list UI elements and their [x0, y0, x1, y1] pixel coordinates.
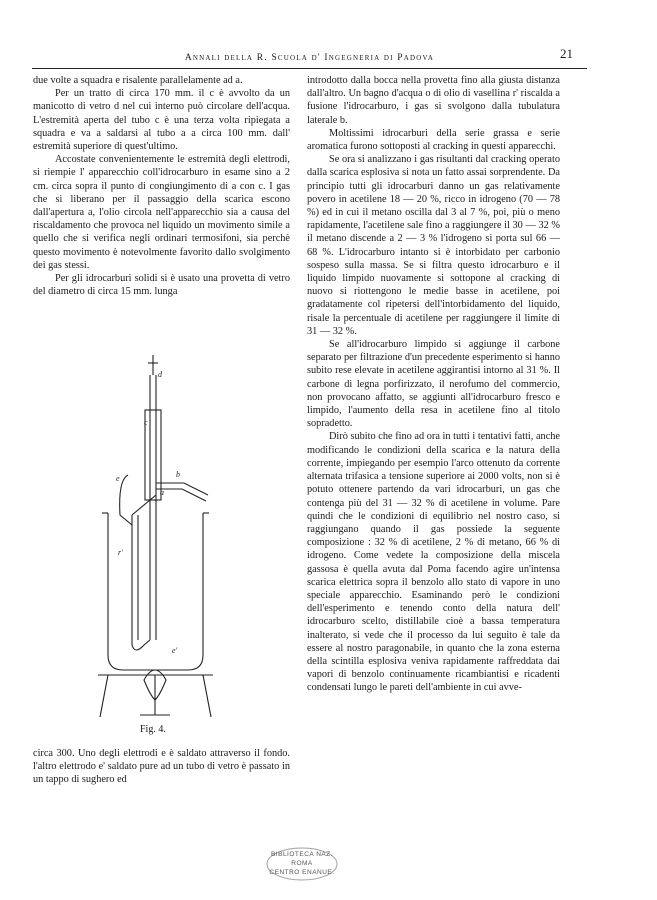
figure-label: c — [144, 418, 148, 427]
figure-label: d — [158, 370, 162, 379]
paragraph: Per un tratto di circa 170 mm. il c è avvolto da un manicotto di vetro d nel cui interno può circolare dell'acqua. L'estremità aperta del tubo c è una terza volta ripiegata a squadra e va a saldarsi al tubo a a circa 100 mm. dall' estremità superiore di quest'ultimo. — [33, 88, 290, 153]
left-column-bottom — [33, 747, 290, 787]
paragraph: due volte a squadra e risalente parallelamente ad a. — [33, 75, 243, 86]
figure-label: e' — [172, 646, 178, 655]
paragraph: Moltissimi idrocarburi della serie grassa e serie aromatica furono sottoposti al cracking in questi apparecchi. — [307, 127, 560, 153]
paragraph: Se all'idrocarburo limpido si aggiunge il carbone separato per filtrazione d'un precedente esperimento si hanno subito rese elevate in acetilene aggirantisi intorno al 31 %. Il carbone di legna porfirizzato, il nerofumo del commercio, non provocano affatto, se aggiunti all'idrocarburo fresco e limpido, l'aumento della resa in acetilene fino al titolo sopradetto. — [307, 339, 560, 430]
apparatus-figure — [88, 355, 238, 725]
paragraph: Accostate convenientemente le estremità degli elettrodi, si riempie l' apparecchio coll'idrocarburo in esame sino a 2 cm. circa sopra il punto di congiungimento di a con c. I gas che si liberano per il passaggio della scarica escono dall'apertura a, l'olio circola nell'apparecchio sia a causa del riscaldamento che provoca nel liquido un movimento simile a quello che si verifica negli ordinari termosifoni, sia perchè questo movimento è notevolmente favorito dallo svolgimento dei gas stessi. — [33, 154, 290, 271]
figure-caption: Fig. 4. — [140, 724, 166, 735]
paragraph: introdotto dalla bocca nella provetta fino alla giusta distanza dall'altro. Un bagno d'acqua o di olio di vasellina r' riscalda a fusione l'idrocarburo, i gas si svolgono dalla tubulatura laterale b. — [307, 75, 560, 126]
figure-label: e — [116, 474, 120, 483]
figure-label: a — [160, 488, 164, 497]
figure-label: b — [176, 470, 180, 479]
stamp-line: ROMA — [291, 860, 313, 867]
page-number: 21 — [560, 46, 573, 61]
paragraph: Per gli idrocarburi solidi si è usato una provetta di vetro del diametro di circa 15 mm. lunga — [33, 273, 290, 298]
left-column-top — [33, 74, 290, 298]
stamp-line: CENTRO ENANUE. — [269, 869, 335, 876]
paragraph: circa 300. Uno degli elettrodi e è saldato attraverso il fondo. l'altro elettrodo e' saldato pure ad un tubo di vetro è passato in un tappo di sughero ed — [33, 748, 290, 786]
running-header — [32, 50, 587, 69]
journal-title: Annali della R. Scuola d' Ingegneria di Padova — [184, 53, 435, 63]
figure-label: r' — [118, 548, 123, 557]
paragraph: Dirò subito che fino ad ora in tutti i tentativi fatti, anche modificando le condizioni della scarica e la natura della corrente, impiegando per esempio l'arco ottenuto da corrente alternata trifasica a tensione superiore ai 2000 volts, non si è potuto ottenere partendo da vari idrocarburi, un gas che contenga più del 31 — 32 % di acetilene in volume. Pare quindi che le condizioni di equilibrio nel nostro caso, si raggiungano quando il gas possiede la seguente composizione : 32 % di acetilene, 2 % di metano, 66 % di idrogeno. Come vedete la composizione della miscela gassosa è quella avuta dal Poma facendo agire un'intensa scarica elettrica sopra il benzolo allo stato di vapore in uno speciale apparecchio. Esaminando però le condizioni dell'esperimento e tenendo conto della natura dell' idrocarburo scelto, distillabile cioè a bassa temperatura inalterato, si vede che il processo da lui seguito è tale da essere al nostro paragonabile, in quanto che la zona esterna della scintilla esplosiva veniva rapidamente raffreddata dai vapori di benzolo continuamente ricambiantisi e ricadenti condensati lungo le pareti dell'ambiente in cui avve- — [307, 431, 560, 694]
right-column — [307, 74, 560, 695]
paragraph: Se ora si analizzano i gas risultanti dal cracking operato dalla scarica esplosiva si nota un fatto assai sorprendente. Da principio tutti gli idrocarburi danno un gas relativamente povero in acetilene 18 — 20 %, ricco in idrogeno (70 — 78 %) ed in cui il metano oscilla dal 3 al 7 %, poi, più o meno rapidamente, l'acetilene sale fino a raggiungere il 30 — 32 % il metano discende a 2 — 3 % l'idrogeno si porta sul 66 — 68 %. L'idrocarburo intanto si è intorbidato per carbonio sospeso sulla massa. Se si filtra questo idrocarburo e il liquido limpido nuovamente si sottopone al cracking di nuovo si riottengono le medie basse in acetilene, poi gradatamente col ripetersi dell'intorbidamento del liquido, risale la percentuale di acetilene per raggiungere il limite di 31 — 32 %. — [307, 154, 560, 337]
stamp-line: BIBLIOTECA NAZ. — [270, 851, 334, 858]
